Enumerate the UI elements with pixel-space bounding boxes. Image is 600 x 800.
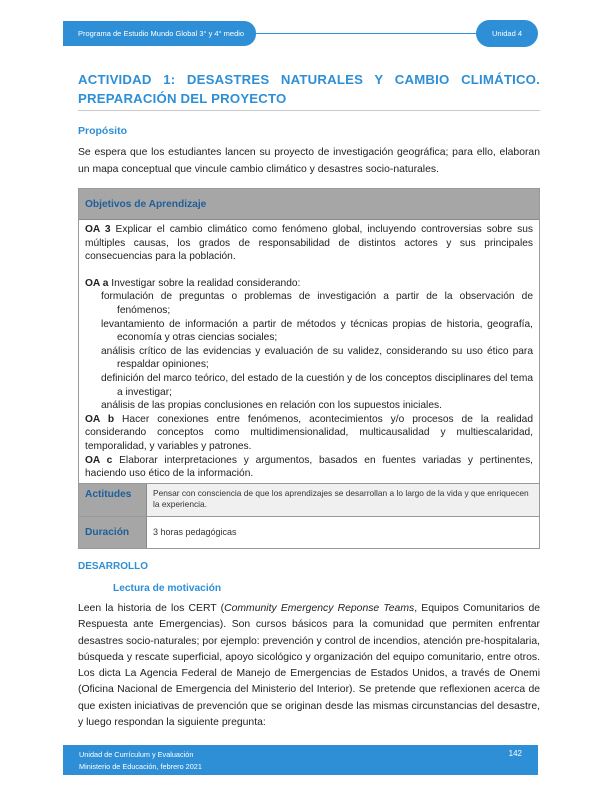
oac-paragraph — [85, 454, 533, 481]
program-title: Programa de Estudio Mundo Global 3° y 4° medio — [78, 29, 245, 38]
objectives-table — [78, 188, 540, 549]
oab-paragraph — [85, 413, 533, 454]
footer-bar — [63, 745, 538, 775]
oaa-list — [85, 290, 533, 412]
oab-code: OA b — [85, 413, 115, 425]
oa3-code: OA 3 — [85, 224, 111, 235]
footer-line-2: Ministerio de Educación, febrero 2021 — [79, 762, 202, 771]
attitudes-text: Pensar con consciencia de que los aprendizajes se desarrollan a lo largo de la vida y que enriquecen la experiencia. — [153, 487, 529, 509]
list-item: definición del marco teórico, del estado de la cuestión y de los conceptos disciplinares del tema a investigar; — [101, 372, 533, 398]
oac-code: OA c — [85, 454, 113, 466]
program-header-bar — [63, 21, 256, 46]
page-number: 142 — [508, 749, 522, 758]
footer-line-1: Unidad de Currículum y Evaluación — [79, 750, 194, 759]
development-text-part2: , Equipos Comunitarios de Respuesta ante Emergencias). Son cursos básicos para la comunidad que permiten enfrentar desastres socio-naturales; por ejemplo: prevención y control de incendios, atención pre-hospitalaria, búsqueda y rescate superficial, apoyo sicológico y organización del equipo comunitario, entre otros. Los dicta La Agencia Federal de Manejo de Emergencias de Estados Unidos, a través de Onemi (Oficina Nacional de Emergencia del Ministerio del Interior). Se pretende que reflexionen acerca de que existen iniciativas de prevención que se originan desde las mismas circunstancias del desastre, y luego respondan la siguiente pregunta: — [78, 603, 541, 729]
objectives-body — [79, 220, 539, 483]
oaa-paragraph — [85, 277, 533, 291]
duration-row — [79, 516, 539, 548]
list-item: formulación de preguntas o problemas de investigación a partir de la observación de fenómenos; — [101, 291, 533, 316]
development-text-italic: Community Emergency Reponse Teams — [224, 603, 415, 614]
objectives-table-header — [79, 189, 539, 220]
purpose-heading: Propósito — [78, 125, 127, 137]
unit-badge — [476, 20, 538, 47]
objectives-header-label: Objetivos de Aprendizaje — [85, 198, 207, 210]
development-text-part1: Leen la historia de los CERT ( — [78, 603, 225, 614]
header-divider — [256, 33, 476, 34]
motivation-reading-heading: Lectura de motivación — [113, 583, 222, 594]
purpose-text: Se espera que los estudiantes lancen su proyecto de investigación geográfica; para ello, elaboran un mapa conceptual que vincule cambio climático y desastres socio-naturales. — [78, 147, 540, 175]
development-text — [78, 601, 540, 731]
list-item: levantamiento de información a partir de métodos y técnicas propias de historia, geografía, economía y otras ciencias sociales; — [101, 318, 533, 344]
development-heading: DESARROLLO — [78, 561, 148, 572]
oaa-code: OA a — [85, 277, 109, 289]
oac-text: Elaborar interpretaciones y argumentos, basados en fuentes variadas y pertinentes, haciendo uso ético de la información. — [85, 454, 533, 480]
attitudes-label: Actitudes — [79, 484, 147, 516]
list-item: análisis de las propias conclusiones en relación con los supuestos iniciales. — [101, 400, 442, 412]
oab-text: Hacer conexiones entre fenómenos, acontecimientos y/o procesos de la realidad considerando conceptos como multidimensionalidad, multicausalidad y multiescalaridad, temporalidad, y variables y patrones. — [85, 413, 533, 452]
oa3-paragraph — [85, 223, 533, 264]
duration-label: Duración — [79, 517, 147, 548]
activity-title: ACTIVIDAD 1: DESASTRES NATURALES Y CAMBIO CLIMÁTICO. PREPARACIÓN DEL PROYECTO — [78, 72, 540, 106]
list-item: análisis crítico de las evidencias y evaluación de su validez, considerando su uso ético para respaldar opiniones; — [101, 345, 533, 371]
title-divider — [78, 110, 540, 111]
oa3-text: Explicar el cambio climático como fenómeno global, incluyendo controversias sobre sus múltiples causas, los grados de responsabilidad de distintos actores y sus principales consecuencias para la población. — [85, 224, 533, 263]
attitudes-row — [79, 483, 539, 516]
unit-label: Unidad 4 — [491, 29, 523, 38]
duration-text: 3 horas pedagógicas — [153, 526, 237, 537]
oaa-text: Investigar sobre la realidad considerando: — [108, 277, 301, 289]
